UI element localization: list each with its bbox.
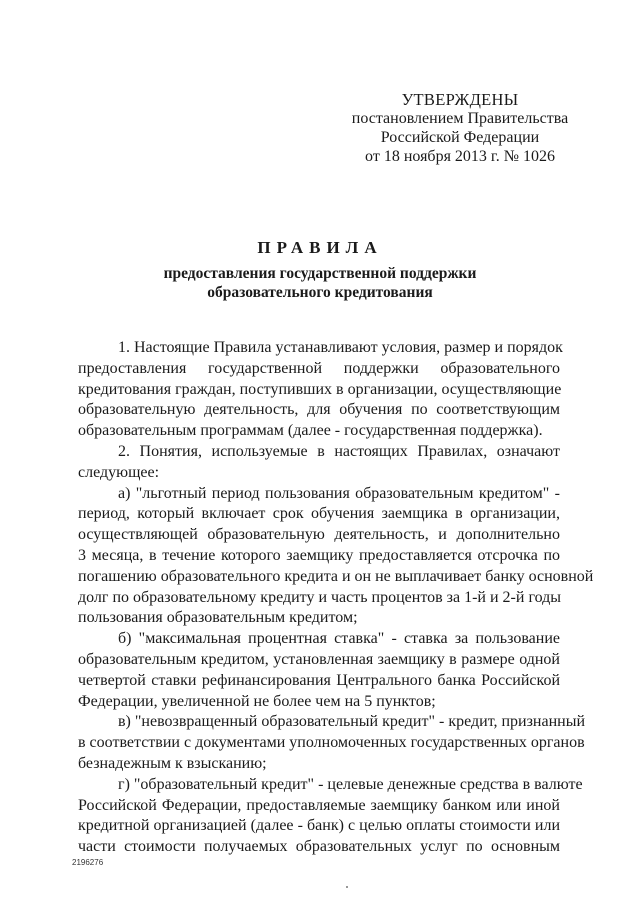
paragraph-line: долг по образовательному кредиту и часть процентов за 1-й и 2-й годы [78, 588, 562, 606]
approval-line: от 18 ноября 2013 г. № 1026 [365, 148, 555, 165]
approval-title: УТВЕРЖДЕНЫ [401, 90, 519, 109]
paragraph [78, 484, 594, 630]
paragraph-line: кредитной организацией (далее - банк) с целью оплаты стоимости или [78, 817, 560, 835]
paragraph-line: образовательным кредитом, установленная заемщику в размере одной [78, 650, 560, 668]
paragraph-line: а) "льготный период пользования образовательным кредитом" - [118, 484, 560, 502]
paragraph [78, 629, 560, 712]
paragraph [78, 338, 563, 442]
paragraph [78, 442, 560, 484]
approval-block [350, 90, 570, 166]
paragraph-line: б) "максимальная процентная ставка" - ставка за пользование [118, 630, 560, 648]
document-body [78, 338, 594, 858]
document-subtitle [0, 264, 640, 302]
paragraph-line: 3 месяца, в течение которого заемщику предоставляется отсрочка по [78, 546, 560, 564]
paragraph-line: пользования образовательным кредитом; [78, 609, 358, 627]
paragraph-line: безнадежным к взысканию; [78, 754, 267, 772]
document-title: ПРАВИЛА [257, 238, 383, 257]
paragraph-line: 2. Понятия, используемые в настоящих Правилах, означают [118, 442, 560, 460]
subtitle-line: образовательного кредитования [207, 284, 433, 301]
paragraph-line: Федерации, увеличенной не более чем на 5 пунктов; [78, 692, 436, 710]
approval-line: постановлением Правительства [351, 110, 569, 127]
paragraph-line: 1. Настоящие Правила устанавливают условия, размер и порядок [118, 339, 563, 356]
paragraph [78, 712, 586, 774]
paragraph-line: части стоимости получаемых образовательных услуг по основным [78, 838, 560, 856]
scan-artifact [346, 886, 348, 888]
paragraph-line: образовательным программам (далее - государственная поддержка). [78, 422, 543, 440]
paragraph-line: в) "невозвращенный образовательный кредит" - кредит, признанный [118, 713, 586, 731]
paragraph-line: кредитования граждан, поступивших в организации, осуществляющие [78, 380, 562, 398]
subtitle-line: предоставления государственной поддержки [163, 265, 477, 282]
paragraph-line: четвертой ставки рефинансирования Центрального банка Российской [78, 671, 560, 689]
paragraph-line: г) "образовательный кредит" - целевые денежные средства в валюте [118, 775, 583, 793]
paragraph-line: период, который включает срок обучения заемщика в организации, [78, 505, 560, 523]
paragraph-line: осуществляющей образовательную деятельность, и дополнительно [78, 526, 560, 544]
approval-line: Российской Федерации [380, 129, 540, 146]
document-code: 2196276 [72, 858, 104, 867]
paragraph-line: предоставления государственной поддержки образовательного [78, 359, 560, 377]
paragraph-line: в соответствии с документами уполномоченных государственных органов [78, 734, 585, 752]
paragraph-line: следующее: [78, 463, 160, 481]
paragraph-line: погашению образовательного кредита и он не выплачивает банку основной [78, 567, 594, 585]
paragraph-line: образовательную деятельность, для обучения по соответствующим [78, 401, 560, 419]
paragraph-line: Российской Федерации, предоставляемые заемщику банком или иной [78, 796, 560, 814]
paragraph [78, 775, 583, 858]
